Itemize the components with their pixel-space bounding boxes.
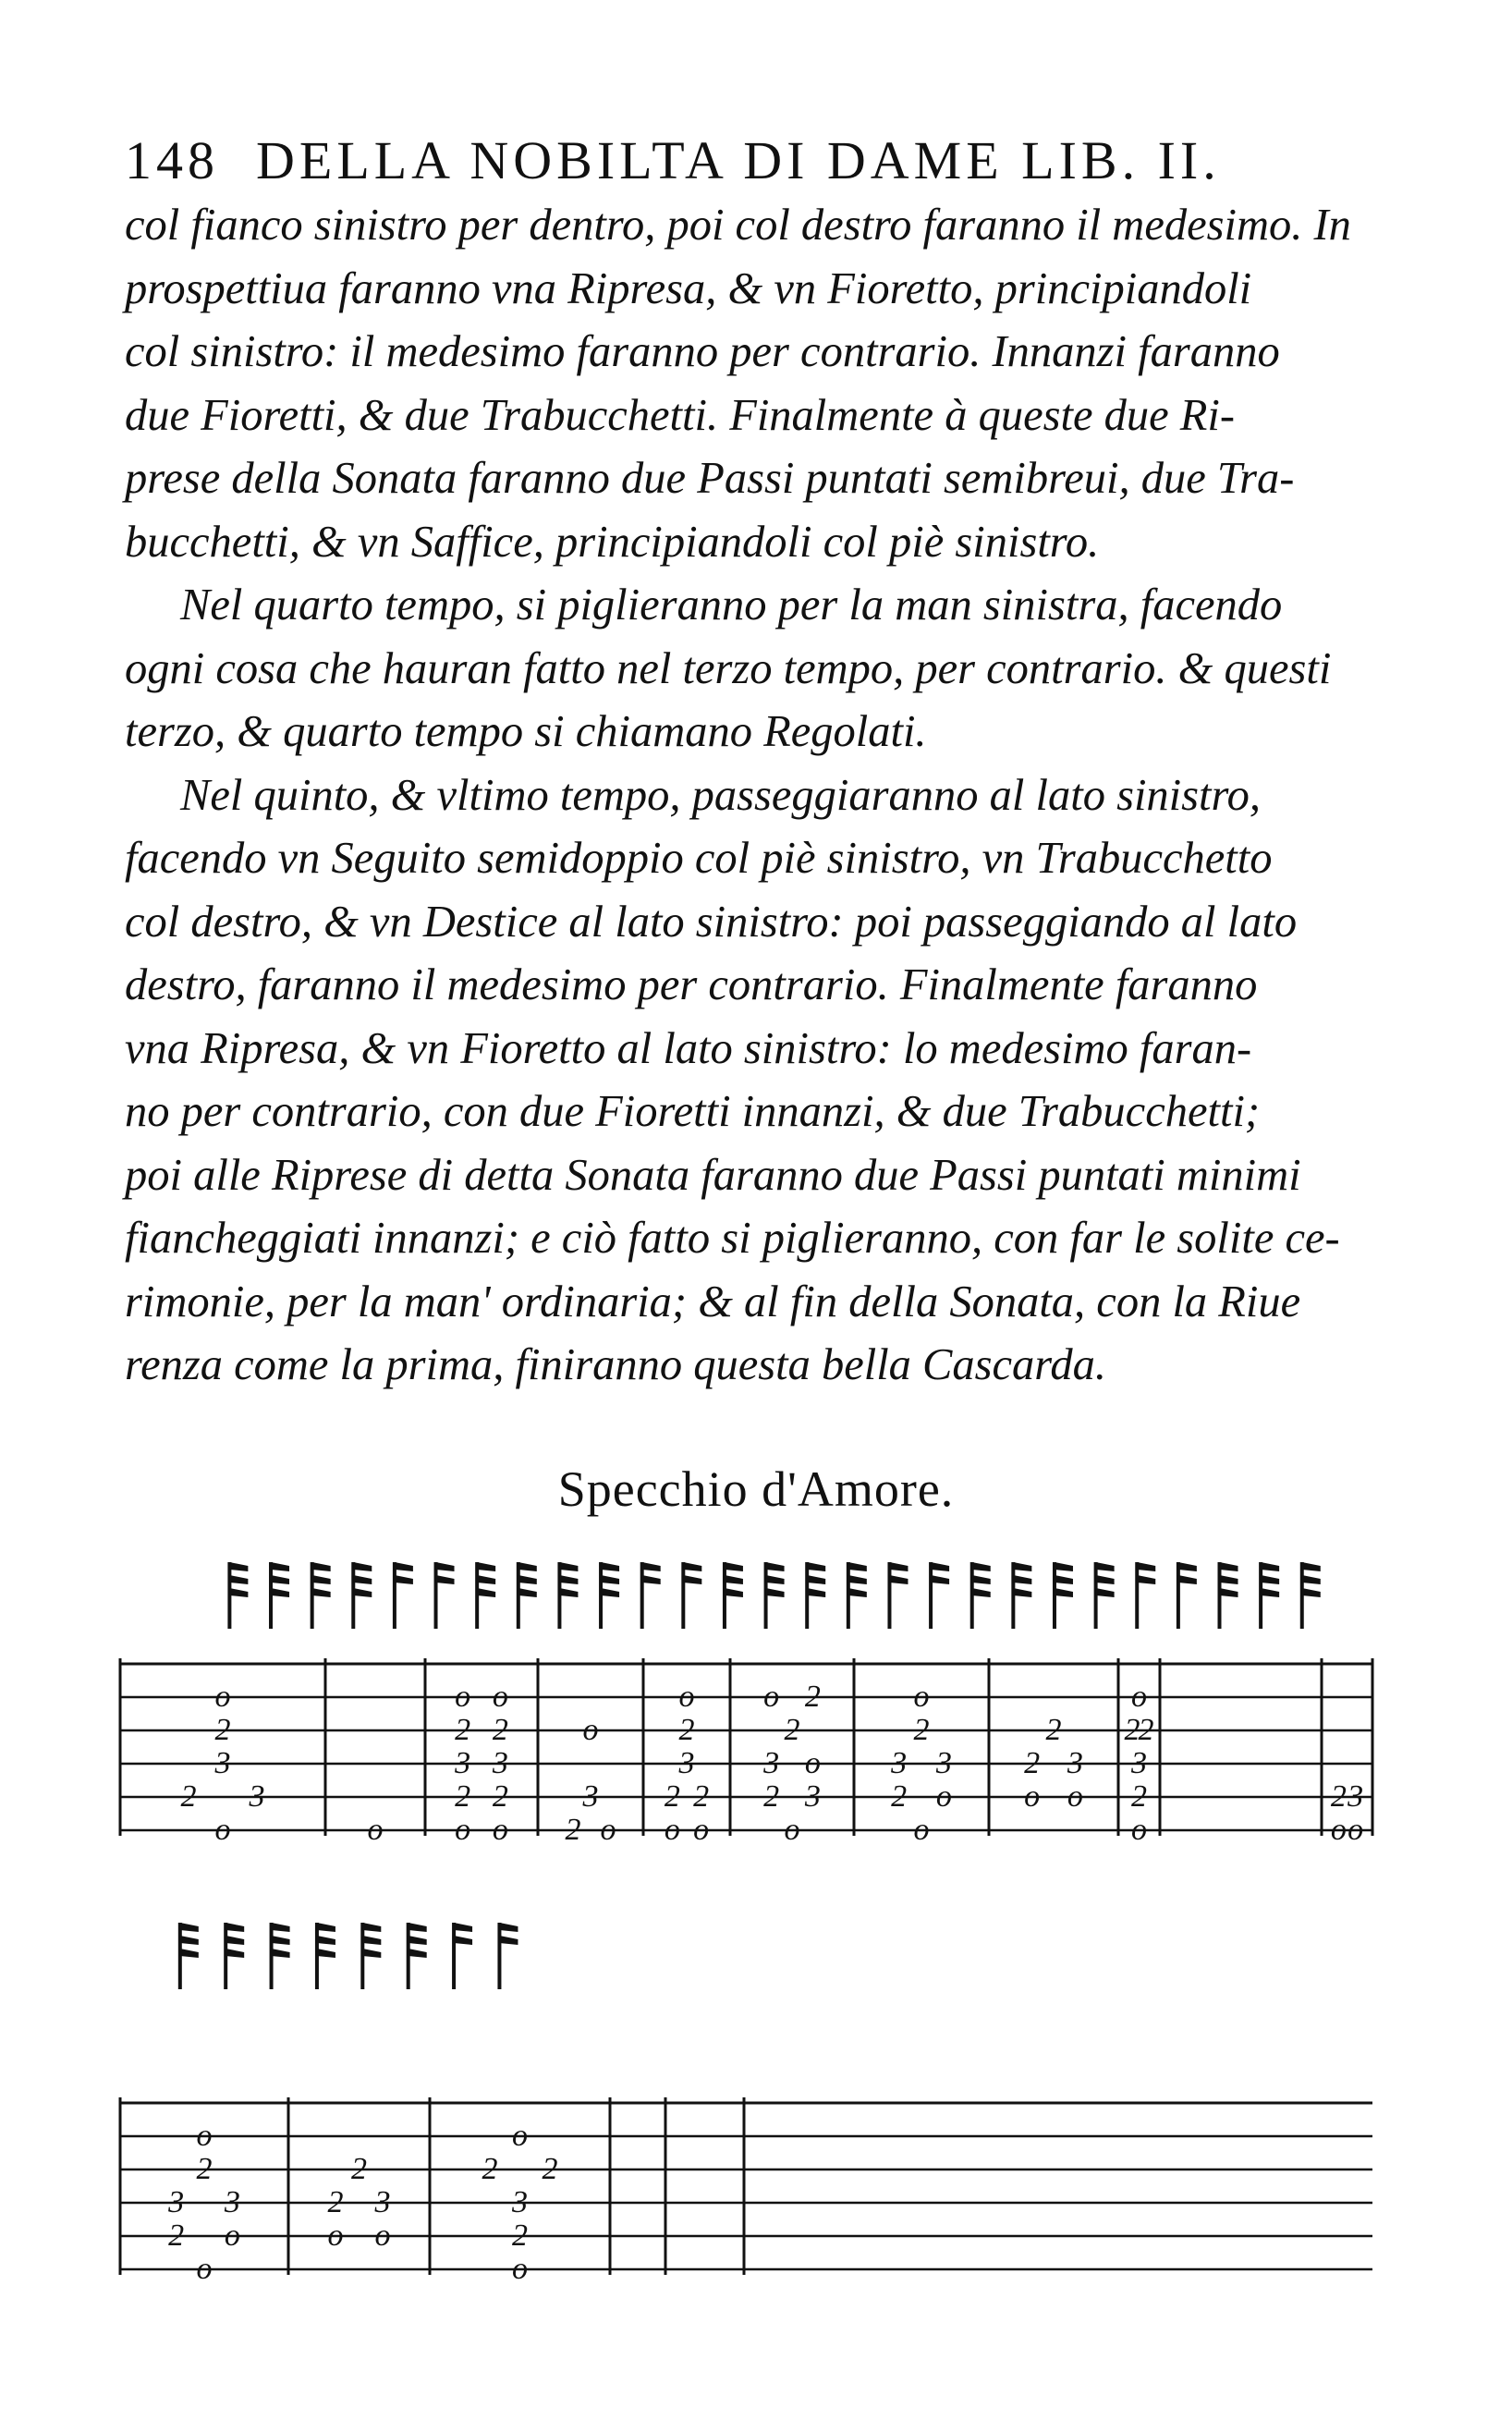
tab-fret-letter: 2: [351, 2152, 367, 2186]
rhythm-flag: [766, 1588, 785, 1597]
rhythm-flag: [271, 1562, 289, 1571]
rhythm-flag: [395, 1562, 413, 1571]
tab-fret-letter: 2: [1138, 1713, 1154, 1747]
tab-fret-letter: 2: [784, 1713, 800, 1747]
rhythm-flag: [848, 1588, 867, 1597]
rhythm-flag: [807, 1562, 825, 1571]
rhythm-flag: [408, 1949, 427, 1958]
tab-fret-letter: 3: [678, 1746, 695, 1780]
rhythm-flag: [889, 1562, 908, 1571]
rhythm-flag: [180, 1936, 199, 1945]
tab-fret-letter: 2: [168, 2218, 185, 2253]
rhythm-flag: [766, 1562, 785, 1571]
text-line: bucchetti, & vn Saffice, principiandoli col piè sinistro.: [125, 517, 1100, 567]
rhythm-flag: [226, 1949, 244, 1958]
rhythm-flag: [229, 1575, 248, 1584]
rhythm-flag: [683, 1575, 701, 1584]
rhythm-flag: [1137, 1562, 1155, 1571]
running-title: DELLA NOBILTA DI DAME LIB. II.: [256, 130, 1221, 190]
tab-fret-letter: 3: [891, 1746, 908, 1780]
rhythm-flag: [931, 1562, 949, 1571]
system-1-rhythm-flags: [229, 1562, 1320, 1629]
rhythm-flag: [1220, 1588, 1238, 1597]
rhythm-flag: [972, 1562, 991, 1571]
rhythm-flag: [229, 1562, 248, 1571]
tab-fret-letter: o: [582, 1713, 599, 1747]
text-line: prese della Sonata faranno due Passi puntati semibreui, due Tra-: [125, 454, 1295, 503]
text-line: Nel quinto, & vltimo tempo, passeggiaranno al lato sinistro,: [180, 770, 1261, 820]
rhythm-flag: [408, 1936, 427, 1945]
rhythm-flag: [1055, 1575, 1073, 1584]
tab-fret-letter: 2: [1024, 1746, 1041, 1780]
tab-fret-letter: o: [1347, 1813, 1364, 1847]
tab-fret-letter: 3: [763, 1746, 780, 1780]
piece-title: Specchio d'Amore.: [557, 1461, 955, 1517]
rhythm-flag: [889, 1575, 908, 1584]
rhythm-flag: [601, 1562, 619, 1571]
tab-fret-letter: 2: [1330, 1779, 1347, 1814]
rhythm-flag: [601, 1575, 619, 1584]
rhythm-flag: [1302, 1562, 1321, 1571]
rhythm-flag: [180, 1949, 199, 1958]
tab-fret-letter: 2: [180, 1779, 197, 1814]
tab-fret-letter: 2: [542, 2152, 558, 2186]
tab-fret-letter: 3: [492, 1746, 508, 1780]
tab-fret-letter: 2: [455, 1779, 471, 1814]
rhythm-flag: [1178, 1575, 1197, 1584]
tab-fret-letter: o: [492, 1813, 508, 1847]
rhythm-flag: [1220, 1575, 1238, 1584]
rhythm-flag: [725, 1575, 743, 1584]
rhythm-flag: [642, 1562, 661, 1571]
page-number: 148: [125, 130, 219, 190]
tab-fret-letter: o: [664, 1813, 680, 1847]
tab-fret-letter: 3: [455, 1746, 471, 1780]
tab-fret-letter: o: [1330, 1813, 1347, 1847]
rhythm-flag: [454, 1936, 472, 1945]
rhythm-flag: [477, 1562, 495, 1571]
rhythm-flag: [1096, 1575, 1115, 1584]
rhythm-flag: [1013, 1562, 1031, 1571]
rhythm-flag: [271, 1588, 289, 1597]
tab-fret-letter: o: [913, 1680, 930, 1714]
rhythm-flag: [518, 1562, 537, 1571]
rhythm-flag: [1096, 1562, 1115, 1571]
rhythm-flag: [559, 1575, 578, 1584]
rhythm-flag: [518, 1588, 537, 1597]
rhythm-flag: [848, 1575, 867, 1584]
rhythm-flag: [499, 1936, 518, 1945]
tab-fret-letter: o: [455, 1813, 471, 1847]
rhythm-flag: [312, 1562, 331, 1571]
rhythm-flag: [226, 1923, 244, 1932]
tab-fret-letter: o: [1067, 1779, 1083, 1814]
rhythm-flag: [362, 1949, 381, 1958]
rhythm-flag: [226, 1936, 244, 1945]
tab-fret-letter: 2: [492, 1779, 508, 1814]
text-line: due Fioretti, & due Trabucchetti. Finalmente à queste due Ri-: [125, 390, 1236, 440]
tab-fret-letter: 3: [249, 1779, 265, 1814]
rhythm-flag: [499, 1923, 518, 1932]
rhythm-flag: [972, 1575, 991, 1584]
tab-fret-letter: o: [913, 1813, 930, 1847]
tab-fret-letter: 2: [482, 2152, 498, 2186]
tab-fret-letter: o: [224, 2218, 240, 2253]
text-line: vna Ripresa, & vn Fioretto al lato sinistro: lo medesimo faran-: [125, 1023, 1252, 1073]
tab-fret-letter: 3: [1131, 1746, 1147, 1780]
rhythm-flag: [1137, 1575, 1155, 1584]
rhythm-flag: [272, 1936, 290, 1945]
rhythm-flag: [312, 1588, 331, 1597]
rhythm-flag: [559, 1588, 578, 1597]
text-line: rimonie, per la man' ordinaria; & al fin della Sonata, con la Riue: [125, 1277, 1301, 1326]
rhythm-flag: [317, 1936, 335, 1945]
rhythm-flag: [931, 1575, 949, 1584]
rhythm-flag: [353, 1562, 372, 1571]
tab-fret-letter: 2: [492, 1713, 508, 1747]
rhythm-flag: [454, 1923, 472, 1932]
rhythm-flag: [353, 1588, 372, 1597]
rhythm-flag: [271, 1575, 289, 1584]
rhythm-flag: [1261, 1562, 1279, 1571]
rhythm-flag: [362, 1923, 381, 1932]
tab-fret-letter: 2: [565, 1813, 581, 1847]
rhythm-flag: [807, 1575, 825, 1584]
rhythm-flag: [972, 1588, 991, 1597]
rhythm-flag: [1178, 1562, 1197, 1571]
tab-fret-letter: o: [214, 1680, 231, 1714]
rhythm-flag: [362, 1936, 381, 1945]
tab-fret-letter: o: [784, 1813, 800, 1847]
text-line: col destro, & vn Destice al lato sinistro: poi passeggiando al lato: [125, 897, 1298, 947]
tab-fret-letter: o: [374, 2218, 391, 2253]
rhythm-flag: [1261, 1575, 1279, 1584]
rhythm-flag: [1096, 1588, 1115, 1597]
tab-fret-letter: o: [678, 1680, 695, 1714]
rhythm-flag: [1013, 1588, 1031, 1597]
text-line: col fianco sinistro per dentro, poi col destro faranno il medesimo. In: [125, 201, 1351, 250]
tab-fret-letter: 3: [224, 2185, 240, 2219]
rhythm-flag: [436, 1575, 455, 1584]
rhythm-flag: [436, 1562, 455, 1571]
tab-fret-letter: o: [1131, 1813, 1147, 1847]
text-line: prospettiua faranno vna Ripresa, & vn Fioretto, principiandoli: [125, 263, 1252, 313]
tab-fret-letter: 3: [1067, 1746, 1083, 1780]
tab-fret-letter: 2: [196, 2152, 213, 2186]
rhythm-flag: [1055, 1588, 1073, 1597]
tab-fret-letter: 3: [214, 1746, 231, 1780]
rhythm-flag: [229, 1588, 248, 1597]
tab-fret-letter: 2: [891, 1779, 908, 1814]
rhythm-flag: [1220, 1562, 1238, 1571]
tab-fret-letter: o: [214, 1813, 231, 1847]
rhythm-flag: [807, 1588, 825, 1597]
text-line: terzo, & quarto tempo si chiamano Regolati.: [125, 707, 927, 756]
tab-fret-letter: o: [693, 1813, 710, 1847]
text-line: col sinistro: il medesimo faranno per contrario. Innanzi faranno: [125, 327, 1280, 376]
tab-fret-letter: 2: [327, 2185, 344, 2219]
rhythm-flag: [272, 1949, 290, 1958]
rhythm-flag: [1302, 1588, 1321, 1597]
tab-fret-letter: o: [763, 1680, 780, 1714]
tab-fret-letter: 2: [693, 1779, 710, 1814]
tab-fret-letter: 3: [512, 2185, 528, 2219]
rhythm-flag: [559, 1562, 578, 1571]
rhythm-flag: [1013, 1575, 1031, 1584]
tab-fret-letter: o: [600, 1813, 616, 1847]
tab-fret-letter: 2: [1131, 1779, 1147, 1814]
rhythm-flag: [848, 1562, 867, 1571]
tab-fret-letter: o: [455, 1680, 471, 1714]
tab-fret-letter: o: [512, 2252, 528, 2286]
rhythm-flag: [725, 1562, 743, 1571]
rhythm-flag: [395, 1575, 413, 1584]
tab-fret-letter: o: [512, 2119, 528, 2153]
rhythm-flag: [683, 1562, 701, 1571]
tab-fret-letter: 3: [168, 2185, 185, 2219]
rhythm-flag: [180, 1923, 199, 1932]
tab-fret-letter: 2: [512, 2218, 528, 2253]
rhythm-flag: [725, 1588, 743, 1597]
tab-fret-letter: 3: [804, 1779, 821, 1814]
rhythm-flag: [1302, 1575, 1321, 1584]
text-line: destro, faranno il medesimo per contrario. Finalmente faranno: [125, 960, 1258, 1009]
rhythm-flag: [272, 1923, 290, 1932]
rhythm-flag: [317, 1949, 335, 1958]
text-line: fiancheggiati innanzi; e ciò fatto si piglieranno, con far le solite ce-: [125, 1214, 1340, 1263]
text-line: no per contrario, con due Fioretti innanzi, & due Trabucchetti;: [125, 1087, 1261, 1136]
tab-fret-letter: o: [1024, 1779, 1041, 1814]
tab-fret-letter: o: [1131, 1680, 1147, 1714]
text-line: ogni cosa che hauran fatto nel terzo tempo, per contrario. & questi: [125, 643, 1332, 693]
tab-fret-letter: 2: [455, 1713, 471, 1747]
rhythm-flag: [601, 1588, 619, 1597]
tab-fret-letter: 2: [804, 1680, 821, 1714]
rhythm-flag: [477, 1588, 495, 1597]
tab-fret-letter: 2: [763, 1779, 780, 1814]
rhythm-flag: [477, 1575, 495, 1584]
tab-fret-letter: 2: [1124, 1713, 1140, 1747]
tab-fret-letter: o: [367, 1813, 384, 1847]
tab-fret-letter: o: [935, 1779, 952, 1814]
tab-fret-letter: 3: [935, 1746, 952, 1780]
text-line: Nel quarto tempo, si piglieranno per la man sinistra, facendo: [180, 581, 1283, 629]
rhythm-flag: [766, 1575, 785, 1584]
rhythm-flag: [408, 1923, 427, 1932]
rhythm-flag: [1055, 1562, 1073, 1571]
tab-fret-letter: 2: [913, 1713, 930, 1747]
tab-fret-letter: o: [196, 2252, 213, 2286]
text-line: renza come la prima, finiranno questa bella Cascarda.: [125, 1340, 1107, 1389]
tab-fret-letter: o: [804, 1746, 821, 1780]
tab-fret-letter: 2: [214, 1713, 231, 1747]
tab-fret-letter: 3: [374, 2185, 391, 2219]
tab-fret-letter: 2: [678, 1713, 695, 1747]
tab-fret-letter: o: [196, 2119, 213, 2153]
rhythm-flag: [312, 1575, 331, 1584]
rhythm-flag: [642, 1575, 661, 1584]
rhythm-flag: [518, 1575, 537, 1584]
tab-fret-letter: 3: [582, 1779, 599, 1814]
system-2-rhythm-flags: [180, 1923, 518, 1989]
text-line: poi alle Riprese di detta Sonata faranno due Passi puntati minimi: [125, 1150, 1301, 1200]
tab-fret-letter: o: [492, 1680, 508, 1714]
text-line: facendo vn Seguito semidoppio col piè sinistro, vn Trabucchetto: [125, 834, 1273, 883]
tab-fret-letter: 2: [664, 1779, 680, 1814]
tab-fret-letter: 2: [1045, 1713, 1062, 1747]
rhythm-flag: [1261, 1588, 1279, 1597]
rhythm-flag: [317, 1923, 335, 1932]
tab-fret-letter: o: [327, 2218, 344, 2253]
tab-fret-letter: 3: [1347, 1779, 1364, 1814]
rhythm-flag: [353, 1575, 372, 1584]
